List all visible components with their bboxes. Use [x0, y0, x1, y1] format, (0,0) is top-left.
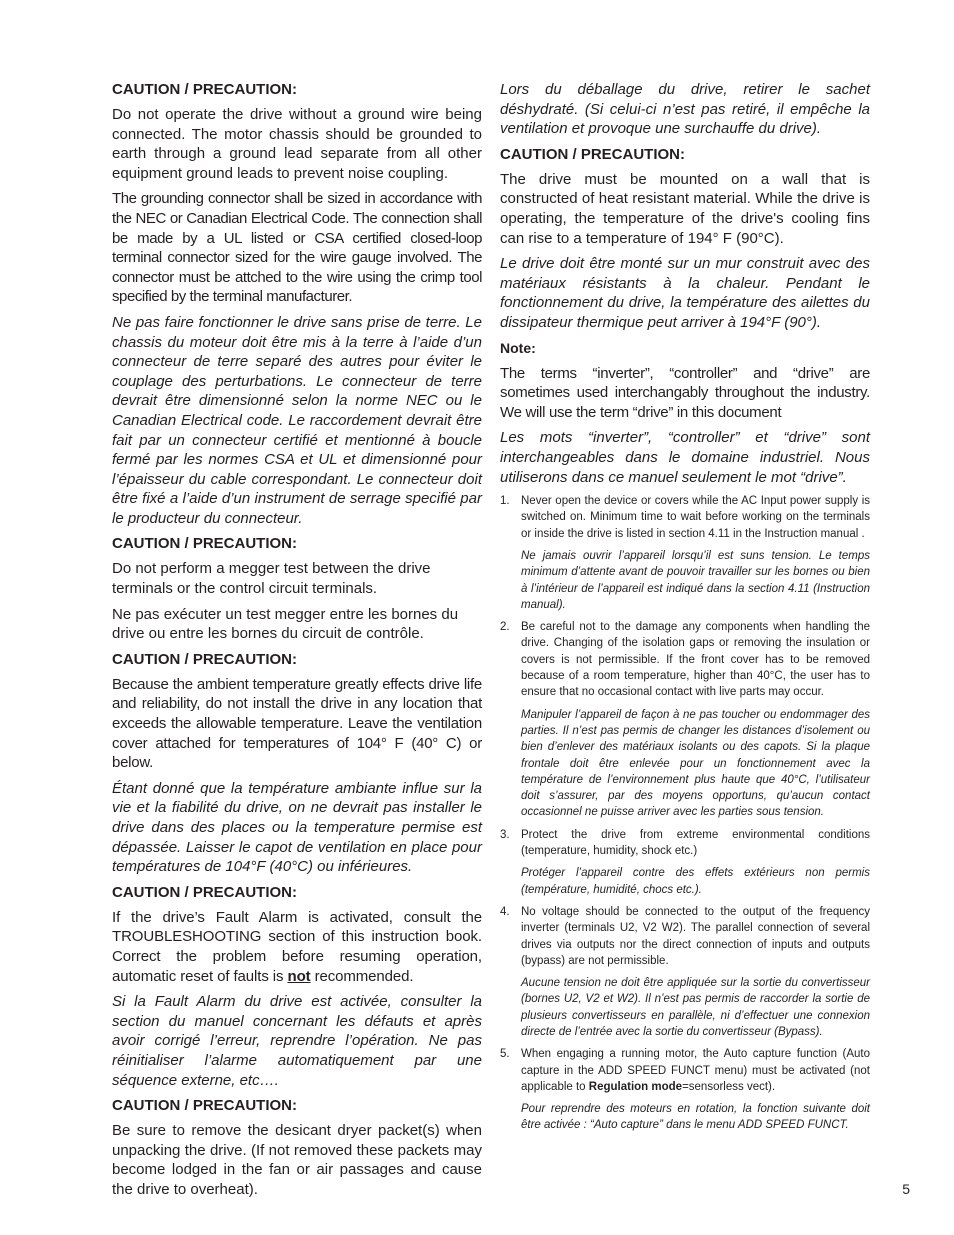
list-item — [500, 904, 870, 1040]
caution-text-french: Ne pas faire fonctionner le drive sans prise de terre. Le chassis du moteur doit être mis à la terre à l’aide d’un connecteur de terre separé des autres pour éviter le couplage des perturbations. Le connecteur de terre devrait être dimensionné selon la norme NEC ou le Canadian Electrical code. Le raccordement devrait être fait par un connecteur certifié et mentionné à boucle fermé par les normes CSA et UL et dimensionné pour l’épaisseur du cable correspondant. Le connecteur doit être fixé a l’aide d’un instrument de serrage specifié par le producteur du connecteur. — [112, 313, 482, 527]
caution-text-french: Étant donné que la température ambiante influe sur la vie et la fiabilité du drive, on ne devrait pas installer le drive dans des places ou la temperature permise est dépassée. Laisser le capot de ventilation en place pour températures de 104°F (40°C) ou inférieures. — [112, 779, 482, 876]
caution-text-french: Lors du déballage du drive, retirer le sachet déshydraté. (Si celui-ci n’est pas retiré, il empêche la ventilation et provoque une surchauffe du drive). — [500, 81, 870, 138]
note-heading: Note: — [500, 339, 536, 356]
caution-text-french: Le drive doit être monté sur un mur construit avec des matériaux résistants à la chaleur. Pendant le fonctionnement du drive, la température des ailettes du dissipateur thermique peut arriver à 194°F (90°). — [500, 255, 870, 331]
caution-text: Do not operate the drive without a ground wire being connected. The motor chassis should be grounded to earth through a ground lead separate from all other equipment ground leads to prevent noise coupling. — [112, 106, 482, 182]
note-text: The terms “inverter”, “controller” and “drive” are sometimes used interchangably throughout the industry. We will use the term “drive” in this document — [500, 364, 870, 421]
safety-list — [500, 493, 870, 1134]
caution-text — [112, 908, 482, 986]
list-item — [500, 1046, 870, 1133]
item-text: Be careful not to the damage any components when handling the drive. Changing of the isolation gaps or removing the insulation or covers is not permissible. If the front cover has to be removed because of a room temperature, higher than 40°C, the user has to ensure that no occasional contact with live parts may occur. — [521, 621, 870, 699]
item-text-part: When engaging a running motor, the Auto capture function (Auto capture in the ADD SPEED FUNCT menu) must be activated (not applicable to — [521, 1048, 870, 1093]
item-number: 3. — [500, 828, 510, 841]
item-text-french: Manipuler l’appareil de façon à ne pas toucher ou endommager des parties. Il n’est pas permis de changer les distances d’isolement ou bien d’enlever des matériaux isolants ou des capots. Si la plaque frontale doit être enlevée pour un fonctionnement avec la température de l’environnement plus haute que 40°C, l’utilisateur doit s’assurer, par des moyens opportuns, qu’aucun contact occasionnel ne puisse arriver avec les parties sous tension. — [521, 708, 870, 819]
caution-text: Be sure to remove the desicant dryer packet(s) when unpacking the drive. (If not removed these packets may become lodged in the fan or air passages and cause the drive to overheat). — [112, 1122, 482, 1198]
right-column — [500, 80, 870, 1140]
not-emphasis: not — [287, 967, 311, 985]
caution-heading: CAUTION / PRECAUTION: — [112, 81, 297, 98]
caution-heading: CAUTION / PRECAUTION: — [112, 1097, 297, 1115]
caution-text-part: If the drive’s Fault Alarm is activated, consult the TROUBLESHOOTING section of this instruction book. Correct the problem before resuming operation, automatic reset of faults is — [112, 908, 482, 985]
item-number: 2. — [500, 621, 510, 634]
caution-text: Do not perform a megger test between the drive terminals or the control circuit terminals. — [112, 560, 431, 598]
item-text: Protect the drive from extreme environmental conditions (temperature, humidity, shock etc.) — [521, 828, 870, 858]
caution-heading: CAUTION / PRECAUTION: — [500, 145, 685, 163]
caution-text-french: Ne pas exécuter un test megger entre les bornes du drive ou entre les bornes du circuit de contrôle. — [112, 605, 459, 643]
page-number: 5 — [902, 1181, 910, 1197]
list-item — [500, 619, 870, 821]
caution-text: The grounding connector shall be sized in accordance with the NEC or Canadian Electrical Code. The connection shall be made by a UL listed or CSA certified closed-loop terminal connector sized for the wire gauge involved. The connector must be attched to the wire using the crimp tool specified by the terminal manufacturer. — [112, 190, 482, 306]
item-text-french: Protéger l’appareil contre des effets extérieurs non permis (température, humidité, chocs etc.). — [521, 867, 870, 896]
item-number: 4. — [500, 905, 510, 918]
item-number: 1. — [500, 495, 510, 508]
item-number: 5. — [500, 1048, 510, 1061]
item-text-french: Ne jamais ouvrir l’appareil lorsqu’il est suns tension. Le temps minimum d’attente avant de pouvoir travailler sur les bornes ou bien à l’intérieur de l’appareil est indiqué dans la section 4.11 (Instruction manual). — [521, 549, 870, 611]
item-text-part: =sensorless vect). — [682, 1080, 776, 1093]
caution-heading: CAUTION / PRECAUTION: — [112, 883, 297, 901]
item-text-french: Aucune tension ne doit être appliquée sur la sortie du convertisseur (bornes U2, V2 et W2). Il n’est pas permis de raccorder la sortie de plusieurs convertisseurs en parallèle, ni d’effectuer une connexion directe de l’entrée avec la sortie du convertisseur (Bypass). — [521, 977, 870, 1038]
caution-heading: CAUTION / PRECAUTION: — [112, 535, 297, 553]
note-text-french: Les mots “inverter”, “controller” et “drive” sont interchangeables dans le domaine industriel. Nous utiliserons dans ce manuel seulement le mot “drive”. — [500, 429, 870, 486]
caution-heading: CAUTION / PRECAUTION: — [112, 650, 297, 668]
caution-text-french: Si la Fault Alarm du drive est activée, consulter la section du manuel concernant les défauts et après avoir corrigé l’erreur, reprendre l’opération. Ne pas réinitialiser l’alarme automatiquement par une séquence externe, etc…. — [112, 993, 482, 1089]
item-text: Never open the device or covers while the AC Input power supply is switched on. Minimum time to wait before working on the terminals or inside the drive is listed in section 4.11 in the Instruction manual . — [521, 495, 870, 540]
caution-text: Because the ambient temperature greatly effects drive life and reliability, do not install the drive in any location that exceeds the allowable temperature. Leave the ventilation cover attached for temperatures of 104° F (40° C) or below. — [112, 675, 482, 772]
item-text — [521, 1046, 870, 1095]
item-text: No voltage should be connected to the output of the frequency inverter (terminals U2, V2 W2). The parallel connection of several drives via outputs nor the direct connection of inputs and outputs (bypass) are not permissible. — [521, 905, 870, 967]
caution-text: The drive must be mounted on a wall that is constructed of heat resistant material. While the drive is operating, the temperature of the drive's cooling fins can rise to a temperature of 194° F (90°C). — [500, 170, 870, 247]
caution-text-part: recommended. — [310, 967, 414, 985]
left-column — [112, 80, 482, 1206]
list-item — [500, 827, 870, 898]
regulation-mode-label: Regulation mode — [588, 1080, 683, 1093]
list-item — [500, 493, 870, 613]
item-text-french: Pour reprendre des moteurs en rotation, la fonction suivante doit être activée : “Auto capture” dans le menu ADD SPEED FUNCT. — [521, 1103, 870, 1132]
